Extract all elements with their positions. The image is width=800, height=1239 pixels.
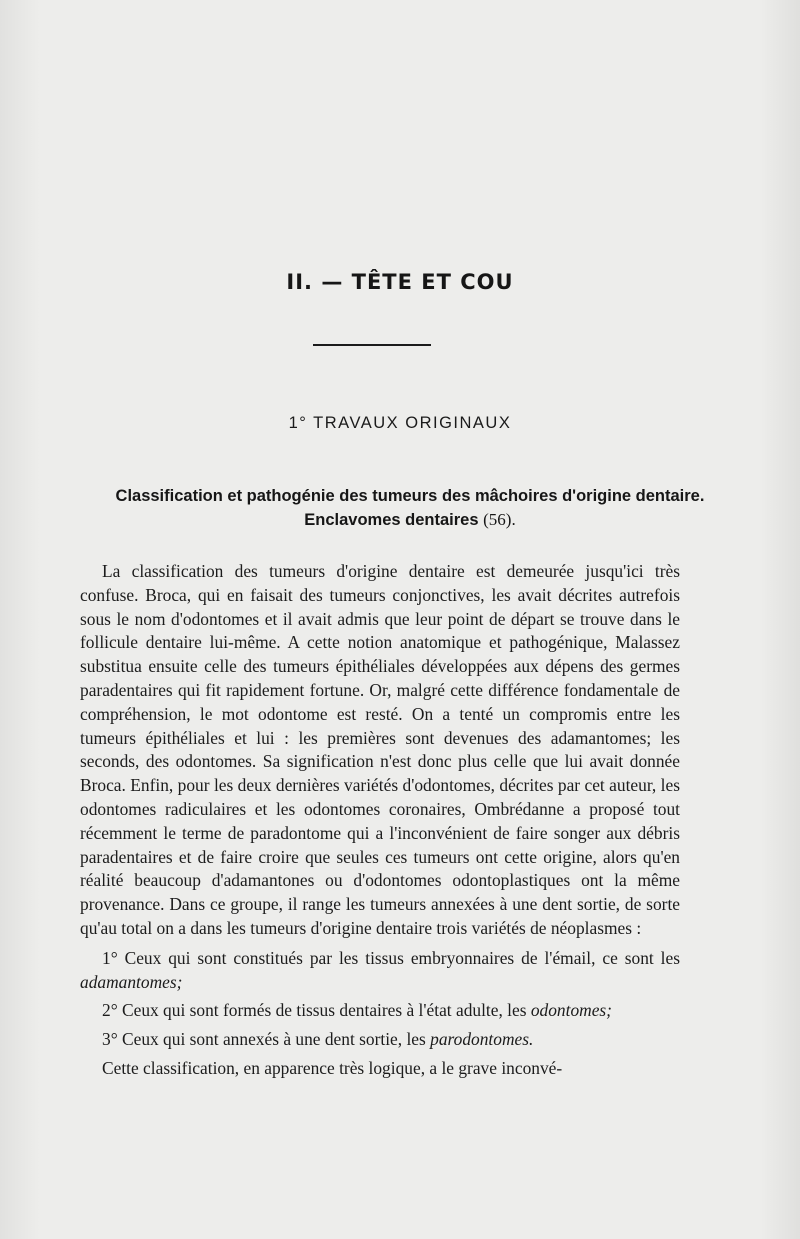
paragraph-item-1-term: adamantomes; <box>80 971 183 992</box>
paragraph-item-2-text: 2° Ceux qui sont formés de tissus dentaires à l'état adulte, les <box>102 1000 531 1021</box>
paragraph-item-1-text: 1° Ceux qui sont constitués par les tissus embryonnaires de l'émail, ce sont les <box>102 947 680 968</box>
title-divider <box>313 344 431 346</box>
body-text <box>80 560 680 1086</box>
paragraph-continuation: Cette classification, en apparence très logique, a le grave inconvé- <box>102 1057 563 1078</box>
chapter-title: II. — TÊTE ET COU <box>286 270 514 294</box>
paragraph-item-1 <box>80 947 680 995</box>
paragraph-intro: La classification des tumeurs d'origine dentaire est demeurée jusqu'ici très confuse. Broca, qui en faisait des tumeurs conjonctives, les avait décrites autrefois sous le nom d'odontomes et il avait admis que leur point de départ se trouve dans le follicule dentaire lui-même. A cette notion anatomique et pathogénique, Malassez substitua ensuite celle des tumeurs épithéliales développées aux dépens des germes paradentaires qui fit rapidement fortune. Or, malgré cette différence fondamentale de compréhension, le mot odontome est resté. On a tenté un compromis entre les tumeurs épithéliales et lui : les premières sont devenues des adamantomes; les seconds, des odontomes. Sa signification n'est donc plus celle que lui avait donnée Broca. Enfin, pour les deux dernières variétés d'odontomes, décrites par cet auteur, les odontomes radiculaires et les odontomes coronaires, Ombrédanne a proposé tout récemment le terme de paradontome qui a l'inconvénient de faire songer aux débris paradentaires et de faire croire que seules ces tumeurs ont cette origine, alors qu'en réalité beaucoup d'adamantones ou d'odontomes odontoplastiques ont la même provenance. Dans ce groupe, il range les tumeurs annexées à une dent sortie, de sorte qu'au total on a dans les tumeurs d'origine dentaire trois variétés de néoplasmes : <box>80 561 680 938</box>
article-title-main: Classification et pathogénie des tumeurs des mâchoires d'origine dentaire. Enclavomes dentaires <box>115 487 705 529</box>
section-heading: 1° TRAVAUX ORIGINAUX <box>288 414 512 432</box>
paragraph-item-2 <box>80 999 680 1023</box>
article-title-ref: (56). <box>483 510 516 529</box>
paragraph-item-3 <box>80 1028 680 1052</box>
paragraph-item-3-term: parodontomes. <box>430 1029 534 1050</box>
paragraph-item-3-text: 3° Ceux qui sont annexés à une dent sortie, les <box>102 1029 431 1050</box>
paragraph-item-2-term: odontomes; <box>530 1000 612 1021</box>
article-title <box>82 484 738 532</box>
